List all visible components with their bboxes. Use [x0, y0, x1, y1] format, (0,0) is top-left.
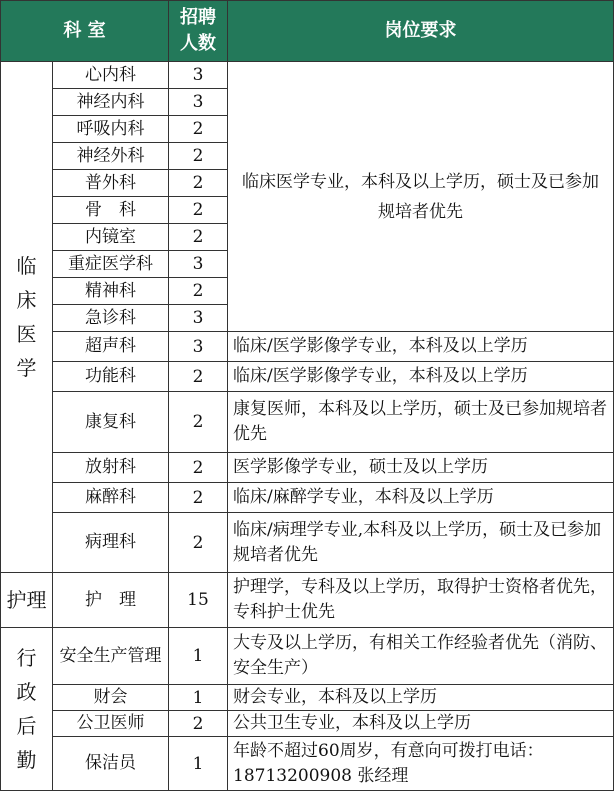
- count-cell: 2: [169, 224, 228, 251]
- dept-cell: 内镜室: [53, 224, 169, 251]
- dept-cell: 护 理: [53, 573, 169, 628]
- count-cell: 2: [169, 453, 228, 483]
- count-cell: 2: [169, 392, 228, 453]
- requirement-cell: 医学影像学专业，硕士及以上学历: [228, 453, 614, 483]
- header-requirement: 岗位要求: [228, 1, 614, 62]
- dept-cell: 财会: [53, 685, 169, 711]
- count-cell: 1: [169, 737, 228, 791]
- dept-cell: 安全生产管理: [53, 628, 169, 685]
- requirement-cell: 临床/医学影像学专业，本科及以上学历: [228, 362, 614, 392]
- count-cell: 2: [169, 278, 228, 305]
- dept-cell: 公卫医师: [53, 711, 169, 737]
- dept-cell: 康复科: [53, 392, 169, 453]
- count-cell: 2: [169, 711, 228, 737]
- count-cell: 3: [169, 251, 228, 278]
- table-row: [1, 362, 614, 392]
- count-cell: 3: [169, 62, 228, 89]
- header-department: 科 室: [1, 1, 169, 62]
- dept-cell: 病理科: [53, 513, 169, 573]
- header-count: 招聘人数: [169, 1, 228, 62]
- count-cell: 2: [169, 143, 228, 170]
- table-row: [1, 483, 614, 513]
- table-row: [1, 711, 614, 737]
- table-row: [1, 513, 614, 573]
- requirement-cell: 康复医师，本科及以上学历，硕士及已参加规培者优先: [228, 392, 614, 453]
- count-cell: 2: [169, 513, 228, 573]
- requirement-cell: 护理学，专科及以上学历，取得护士资格者优先，专科护士优先: [228, 573, 614, 628]
- dept-cell: 急诊科: [53, 305, 169, 332]
- requirement-cell: 年龄不超过60周岁，有意向可拨打电话：18713200908 张经理: [228, 737, 614, 791]
- clinical-shared-requirement: 临床医学专业，本科及以上学历，硕士及已参加规培者优先: [228, 62, 614, 332]
- header-row: [1, 1, 614, 62]
- table-row: [1, 332, 614, 362]
- requirement-cell: 大专及以上学历，有相关工作经验者优先（消防、安全生产）: [228, 628, 614, 685]
- table-row: [1, 392, 614, 453]
- dept-cell: 心内科: [53, 62, 169, 89]
- dept-cell: 神经内科: [53, 89, 169, 116]
- dept-cell: 呼吸内科: [53, 116, 169, 143]
- table-row: [1, 62, 614, 89]
- count-cell: 2: [169, 362, 228, 392]
- count-cell: 2: [169, 116, 228, 143]
- dept-cell: 普外科: [53, 170, 169, 197]
- dept-cell: 重症医学科: [53, 251, 169, 278]
- count-cell: 2: [169, 197, 228, 224]
- dept-cell: 功能科: [53, 362, 169, 392]
- requirement-cell: 临床/医学影像学专业，本科及以上学历: [228, 332, 614, 362]
- count-cell: 2: [169, 170, 228, 197]
- table-row: [1, 737, 614, 791]
- count-cell: 1: [169, 628, 228, 685]
- requirement-cell: 财会专业，本科及以上学历: [228, 685, 614, 711]
- dept-cell: 骨 科: [53, 197, 169, 224]
- table-row: [1, 628, 614, 685]
- count-cell: 2: [169, 483, 228, 513]
- dept-cell: 放射科: [53, 453, 169, 483]
- table-row: [1, 453, 614, 483]
- count-cell: 3: [169, 89, 228, 116]
- dept-cell: 精神科: [53, 278, 169, 305]
- dept-cell: 麻醉科: [53, 483, 169, 513]
- table-row: [1, 573, 614, 628]
- group-nursing: 护理: [1, 573, 53, 628]
- dept-cell: 超声科: [53, 332, 169, 362]
- requirement-cell: 公共卫生专业，本科及以上学历: [228, 711, 614, 737]
- requirement-cell: 临床/麻醉学专业，本科及以上学历: [228, 483, 614, 513]
- dept-cell: 神经外科: [53, 143, 169, 170]
- table-row: [1, 685, 614, 711]
- count-cell: 1: [169, 685, 228, 711]
- count-cell: 15: [169, 573, 228, 628]
- group-clinical: 临床医学: [1, 62, 53, 573]
- group-admin: 行政后勤: [1, 628, 53, 791]
- requirement-cell: 临床/病理学专业,本科及以上学历，硕士及已参加规培者优先: [228, 513, 614, 573]
- count-cell: 3: [169, 332, 228, 362]
- dept-cell: 保洁员: [53, 737, 169, 791]
- count-cell: 3: [169, 305, 228, 332]
